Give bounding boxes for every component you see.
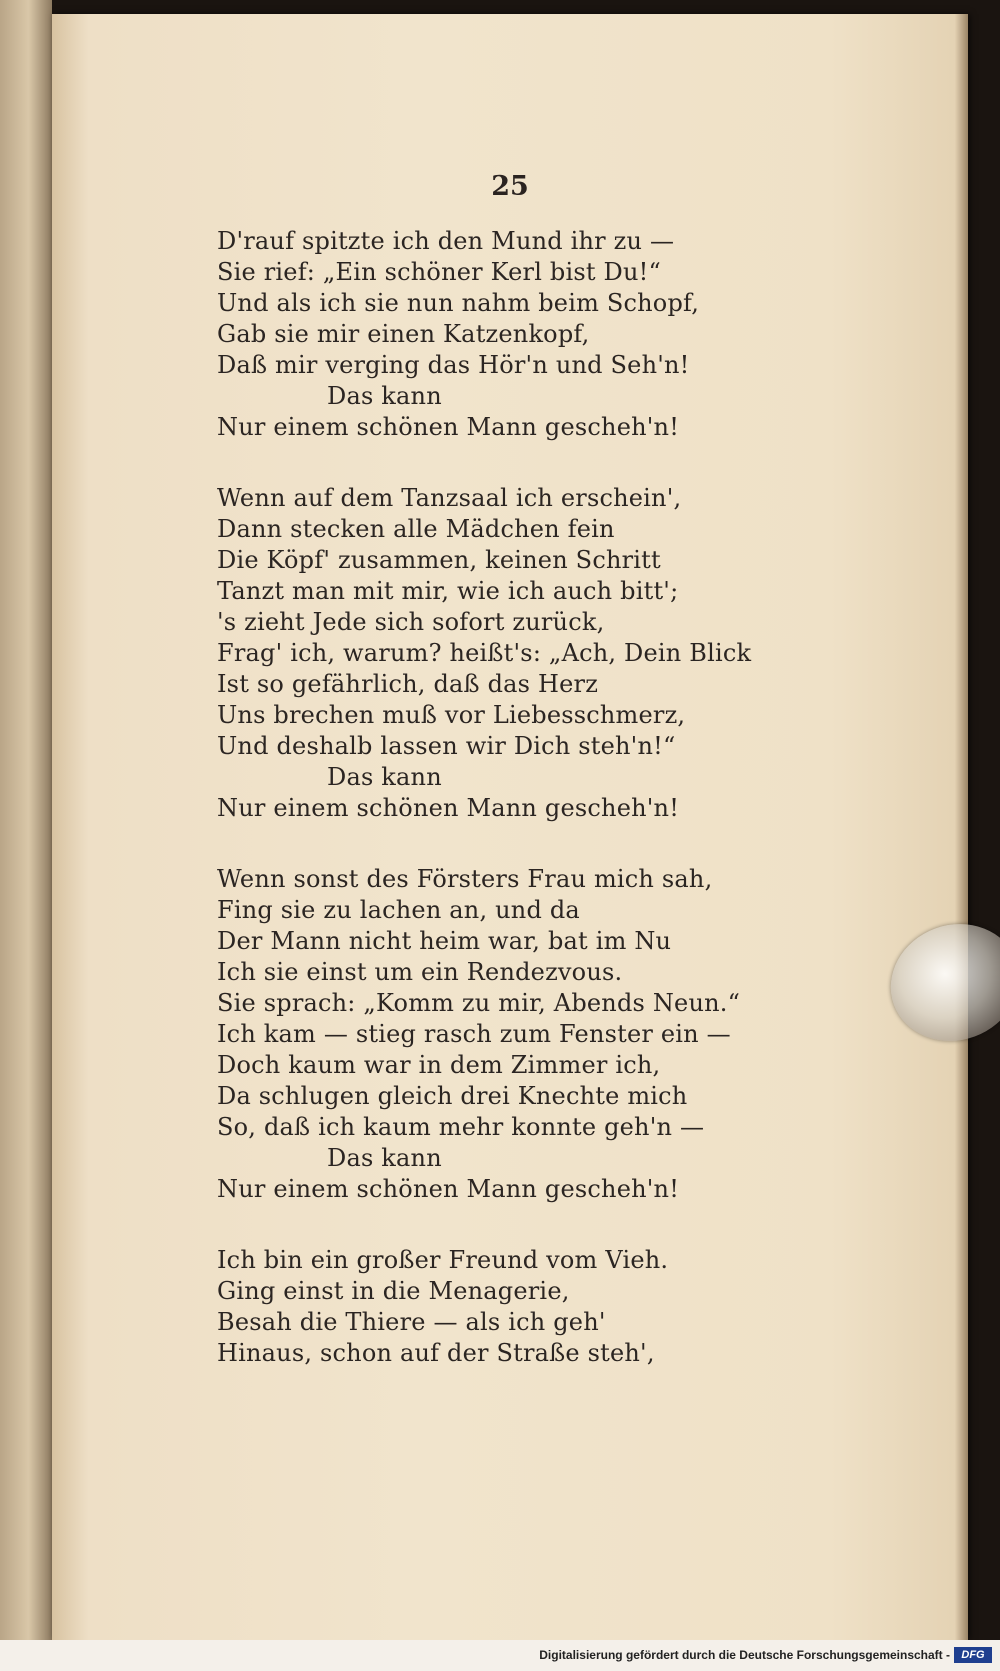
page-number: 25 <box>491 171 529 202</box>
poem-line: Da schlugen gleich drei Knechte mich <box>217 1082 688 1110</box>
poem-line: Uns brechen muß vor Liebesschmerz, <box>217 701 686 729</box>
poem-line: Nur einem schönen Mann gescheh'n! <box>217 1175 680 1203</box>
poem-line: Frag' ich, warum? heißt's: „Ach, Dein Blick <box>217 639 752 667</box>
poem-line: Fing sie zu lachen an, und da <box>217 896 580 924</box>
refrain-line: Das kann <box>327 382 442 410</box>
poem-line: Der Mann nicht heim war, bat im Nu <box>217 927 672 955</box>
footer-bar <box>0 1640 1000 1671</box>
poem-line: Gab sie mir einen Katzenkopf, <box>217 320 590 348</box>
poem-line: D'rauf spitzte ich den Mund ihr zu — <box>217 227 675 255</box>
funding-notice: Digitalisierung gefördert durch die Deutsche Forschungsgemeinschaft - <box>539 1648 950 1662</box>
poem-line: Und als ich sie nun nahm beim Schopf, <box>217 289 700 317</box>
poem-line: Ging einst in die Menagerie, <box>217 1277 570 1305</box>
poem-line: 's zieht Jede sich sofort zurück, <box>217 608 605 636</box>
stanza <box>217 226 917 443</box>
stanza <box>217 483 917 824</box>
poem-line: Sie sprach: „Komm zu mir, Abends Neun.“ <box>217 989 741 1017</box>
poem-line: Doch kaum war in dem Zimmer ich, <box>217 1051 661 1079</box>
facing-page-edge <box>0 0 52 1640</box>
stanza-gap <box>217 1205 917 1245</box>
stanza-gap <box>217 824 917 864</box>
poem-text <box>217 226 917 1369</box>
poem-line: Sie rief: „Ein schöner Kerl bist Du!“ <box>217 258 661 286</box>
poem-line: Die Köpf' zusammen, keinen Schritt <box>217 546 661 574</box>
poem-line: Und deshalb lassen wir Dich steh'n!“ <box>217 732 676 760</box>
refrain-line: Das kann <box>327 763 442 791</box>
poem-line: Ich sie einst um ein Rendezvous. <box>217 958 623 986</box>
poem-line: Tanzt man mit mir, wie ich auch bitt'; <box>217 577 679 605</box>
poem-line: Wenn sonst des Försters Frau mich sah, <box>217 865 713 893</box>
book-page <box>52 14 968 1640</box>
poem-line: Nur einem schönen Mann gescheh'n! <box>217 794 680 822</box>
poem-line: Besah die Thiere — als ich geh' <box>217 1308 606 1336</box>
dfg-logo: DFG <box>954 1647 992 1663</box>
refrain-line: Das kann <box>327 1144 442 1172</box>
stanza <box>217 1245 917 1369</box>
stanza-gap <box>217 443 917 483</box>
poem-line: Dann stecken alle Mädchen fein <box>217 515 615 543</box>
poem-line: Daß mir verging das Hör'n und Seh'n! <box>217 351 690 379</box>
stanza <box>217 864 917 1205</box>
poem-line: Hinaus, schon auf der Straße steh', <box>217 1339 655 1367</box>
page-edge <box>955 14 968 1640</box>
poem-line: So, daß ich kaum mehr konnte geh'n — <box>217 1113 705 1141</box>
poem-line: Nur einem schönen Mann gescheh'n! <box>217 413 680 441</box>
poem-line: Ich bin ein großer Freund vom Vieh. <box>217 1246 669 1274</box>
poem-line: Wenn auf dem Tanzsaal ich erschein', <box>217 484 682 512</box>
poem-line: Ich kam — stieg rasch zum Fenster ein — <box>217 1020 731 1048</box>
poem-line: Ist so gefährlich, daß das Herz <box>217 670 599 698</box>
